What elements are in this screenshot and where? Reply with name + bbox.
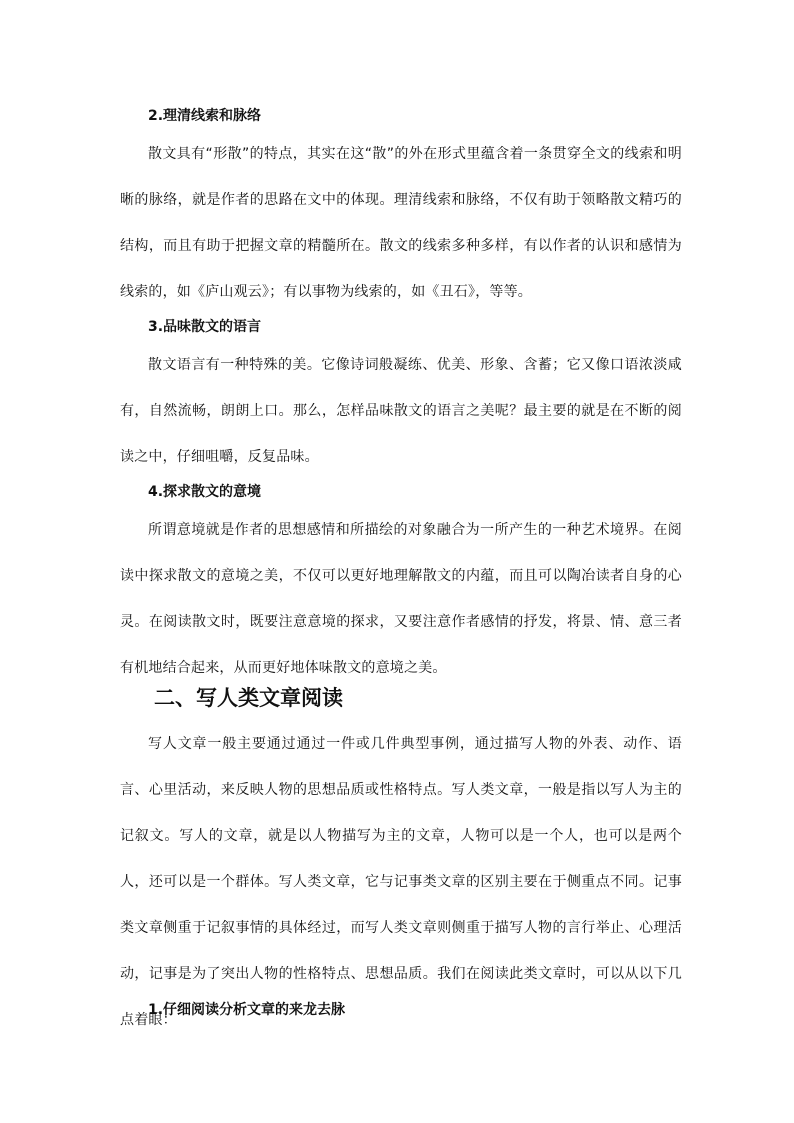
heading-clarify-clues: 2.理清线索和脉络 (148, 108, 262, 124)
paragraph-clarify-clues: 散文具有“形散”的特点，其实在这“散”的外在形式里蕴含着一条贯穿全文的线索和明晰的脉络，就是作者的思路在文中的体现。理清线索和脉络，不仅有助于领略散文精巧的结构，而且有助于把握文章的精髓所在。散文的线索多种多样，有以作者的认识和感情为线索的，如《庐山观云》；有以事物为线索的，如《丑石》，等等。 (120, 146, 682, 300)
paragraph-character-articles-intro: 写人文章一般主要通过通过一件或几件典型事例，通过描写人物的外表、动作、语言、心里活动，来反映人物的思想品质或性格特点。写人类文章，一般是指以写人为主的记叙文。写人的文章，就是以人物描写为主的文章，人物可以是一个人，也可以是两个人，还可以是一个群体。写人类文章，它与记事类文章的区别主要在于侧重点不同。记事类文章侧重于记叙事情的具体经过，而写人类文章则侧重于描写人物的言行举止、心理活动，记事是为了突出人物的性格特点、思想品质。我们在阅读此类文章时，可以从以下几点着眼： (120, 736, 682, 1028)
paragraph-explore-artistic-conception: 所谓意境就是作者的思想感情和所描绘的对象融合为一所产生的一种艺术境界。在阅读中探求散文的意境之美，不仅可以更好地理解散文的内蕴，而且可以陶冶读者自身的心灵。在阅读散文时，既要注意意境的探求，又要注意作者感情的抒发，将景、情、意三者有机地结合起来，从而更好地体味散文的意境之美。 (120, 522, 682, 676)
section-heading-character-articles: 二、写人类文章阅读 (154, 686, 343, 710)
paragraph-savor-language: 散文语言有一种特殊的美。它像诗词般凝练、优美、形象、含蓄；它又像口语浓淡咸有，自然流畅，朗朗上口。那么，怎样品味散文的语言之美呢？最主要的就是在不断的阅读之中，仔细咀嚼，反复品味。 (120, 357, 682, 465)
heading-read-context: 1.仔细阅读分析文章的来龙去脉 (148, 1002, 346, 1018)
heading-explore-artistic-conception: 4.探求散文的意境 (148, 484, 262, 500)
heading-savor-language: 3.品味散文的语言 (148, 319, 262, 335)
